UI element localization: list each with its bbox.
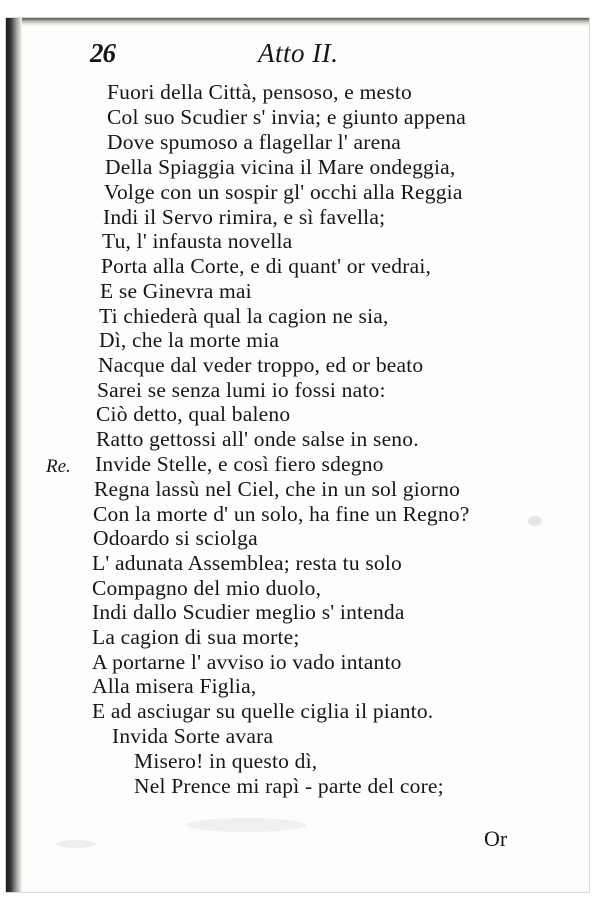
text-line: Fuori della Città, pensoso, e mesto [107,80,412,104]
text-line: Odoardo si sciolga [93,526,258,550]
page-number: 26 [90,38,115,68]
text-line: Dì, che la morte mia [99,328,280,352]
text-line: La cagion di sua morte; [92,625,300,649]
text-line: Porta alla Corte, e di quant' or vedrai, [101,254,432,278]
binding-gutter [6,18,22,892]
text-line: Indi il Servo rimira, e sì favella; [103,205,386,229]
text-line: E se Ginevra mai [100,279,252,303]
show-through-smudge [186,818,306,832]
text-line: Ratto gettossi all' onde salse in seno. [96,427,419,451]
text-line: Nel Prence mi rapì - parte del core; [134,774,444,798]
text-line: Con la morte d' un solo, ha fine un Regno? [93,502,470,526]
show-through-smudge [56,840,96,848]
text-line: L' adunata Assemblea; resta tu solo [92,551,403,575]
text-line: Invide Stelle, e così fiero sdegno [95,452,384,476]
text-line: E ad asciugar su quelle ciglia il pianto. [92,699,434,723]
text-line: A portarne l' avviso io vado intanto [92,650,402,674]
text-line: Volge con un sospir gl' occhi alla Reggia [104,180,463,204]
text-line: Col suo Scudier s' invia; e giunto appena [107,105,467,129]
text-line: Compagno del mio duolo, [92,576,322,600]
text-line: Ciò detto, qual baleno [96,402,291,426]
text-line: Indi dallo Scudier meglio s' intenda [92,600,405,624]
text-line: Sarei se senza lumi io fossi nato: [97,378,386,402]
running-title: Atto II. [258,38,339,68]
text-line: Dove spumoso a flagellar l' arena [107,130,402,154]
text-line: Nacque dal veder troppo, ed or beato [98,353,424,377]
text-line: Tu, l' infausta novella [102,229,293,253]
text-line: Alla misera Figlia, [92,674,257,698]
ink-blot [528,516,542,526]
page-top-edge [22,18,589,26]
text-line: Regna lassù nel Ciel, che in un sol giorno [94,477,461,501]
text-line: Invida Sorte avara [112,724,274,748]
text-line: Della Spiaggia vicina il Mare ondeggia, [105,155,456,179]
book-page [6,18,589,892]
catchword: Or [484,826,508,851]
text-line: Ti chiederà qual la cagion ne sia, [99,304,389,328]
speaker-label: Re. [46,456,71,477]
text-line: Misero! in questo dì, [134,749,318,773]
